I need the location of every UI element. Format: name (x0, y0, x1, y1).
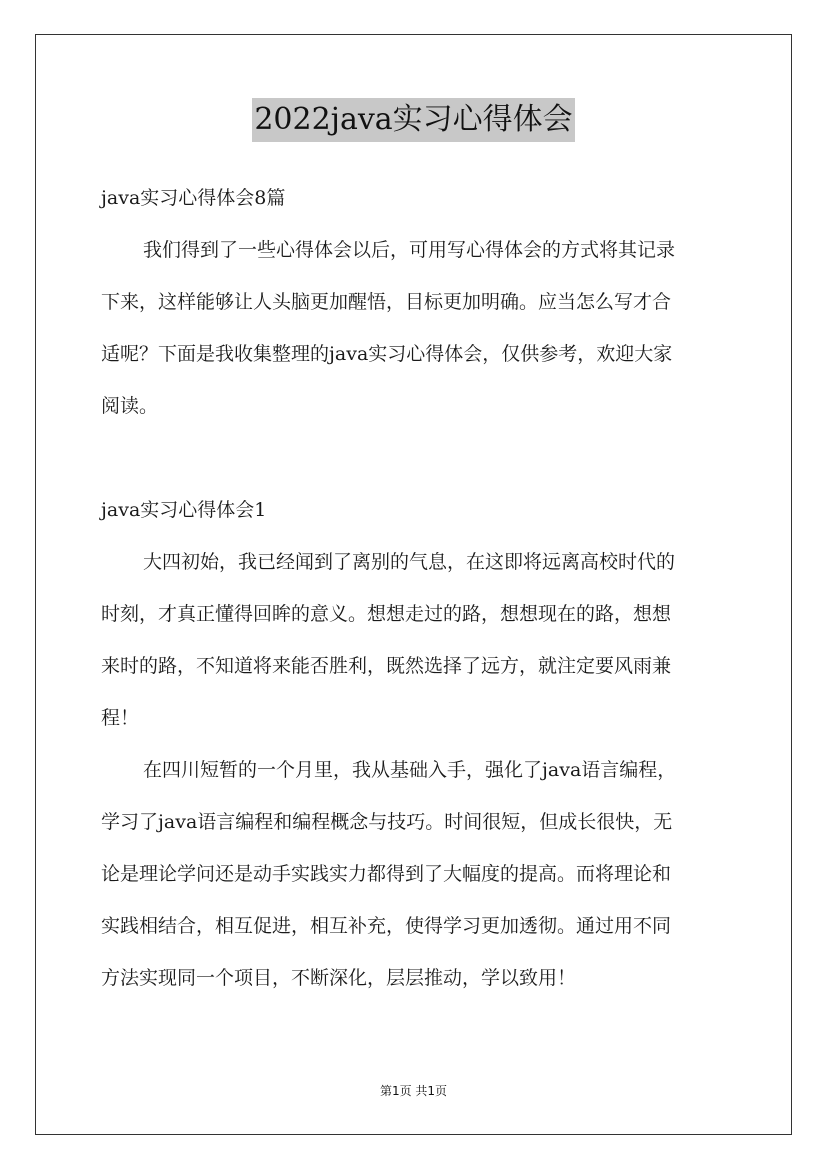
text-line: 来时的路，不知道将来能否胜利，既然选择了远方，就注定要风雨兼 (101, 655, 672, 677)
text-line: 方法实现同一个项目，不断深化，层层推动，学以致用！ (101, 967, 577, 989)
document-title: 2022java实习心得体会 (252, 98, 574, 142)
text-line: 下来，这样能够让人头脑更加醒悟，目标更加明确。应当怎么写才合 (101, 291, 672, 313)
text-line: 学习了java语言编程和编程概念与技巧。时间很短，但成长很快，无 (101, 811, 673, 833)
text-line: 时刻，才真正懂得回眸的意义。想想走过的路，想想现在的路，想想 (101, 603, 672, 625)
text-line: 大四初始，我已经闻到了离别的气息，在这即将远离高校时代的 (143, 551, 676, 573)
section-paragraph-1 (101, 536, 731, 744)
intro-paragraph (101, 224, 731, 432)
section-paragraph-2 (101, 744, 731, 1004)
text-line: 阅读。 (101, 395, 159, 417)
page-footer: 第1页 共1页 (379, 1084, 448, 1098)
text-line: 我们得到了一些心得体会以后，可用写心得体会的方式将其记录 (143, 239, 676, 261)
paragraph-gap (101, 432, 731, 484)
text-line: 适呢？下面是我收集整理的java实习心得体会，仅供参考，欢迎大家 (101, 343, 673, 365)
subtitle: java实习心得体会8篇 (101, 187, 286, 209)
text-line: 实践相结合，相互促进，相互补充，使得学习更加透彻。通过用不同 (101, 915, 672, 937)
text-line: 程！ (101, 707, 140, 729)
text-line: 论是理论学问还是动手实践实力都得到了大幅度的提高。而将理论和 (101, 863, 672, 885)
document-body (101, 172, 731, 1004)
title-container (0, 98, 827, 142)
section-heading: java实习心得体会1 (101, 499, 267, 521)
text-line: 在四川短暂的一个月里，我从基础入手，强化了java语言编程， (143, 759, 677, 781)
